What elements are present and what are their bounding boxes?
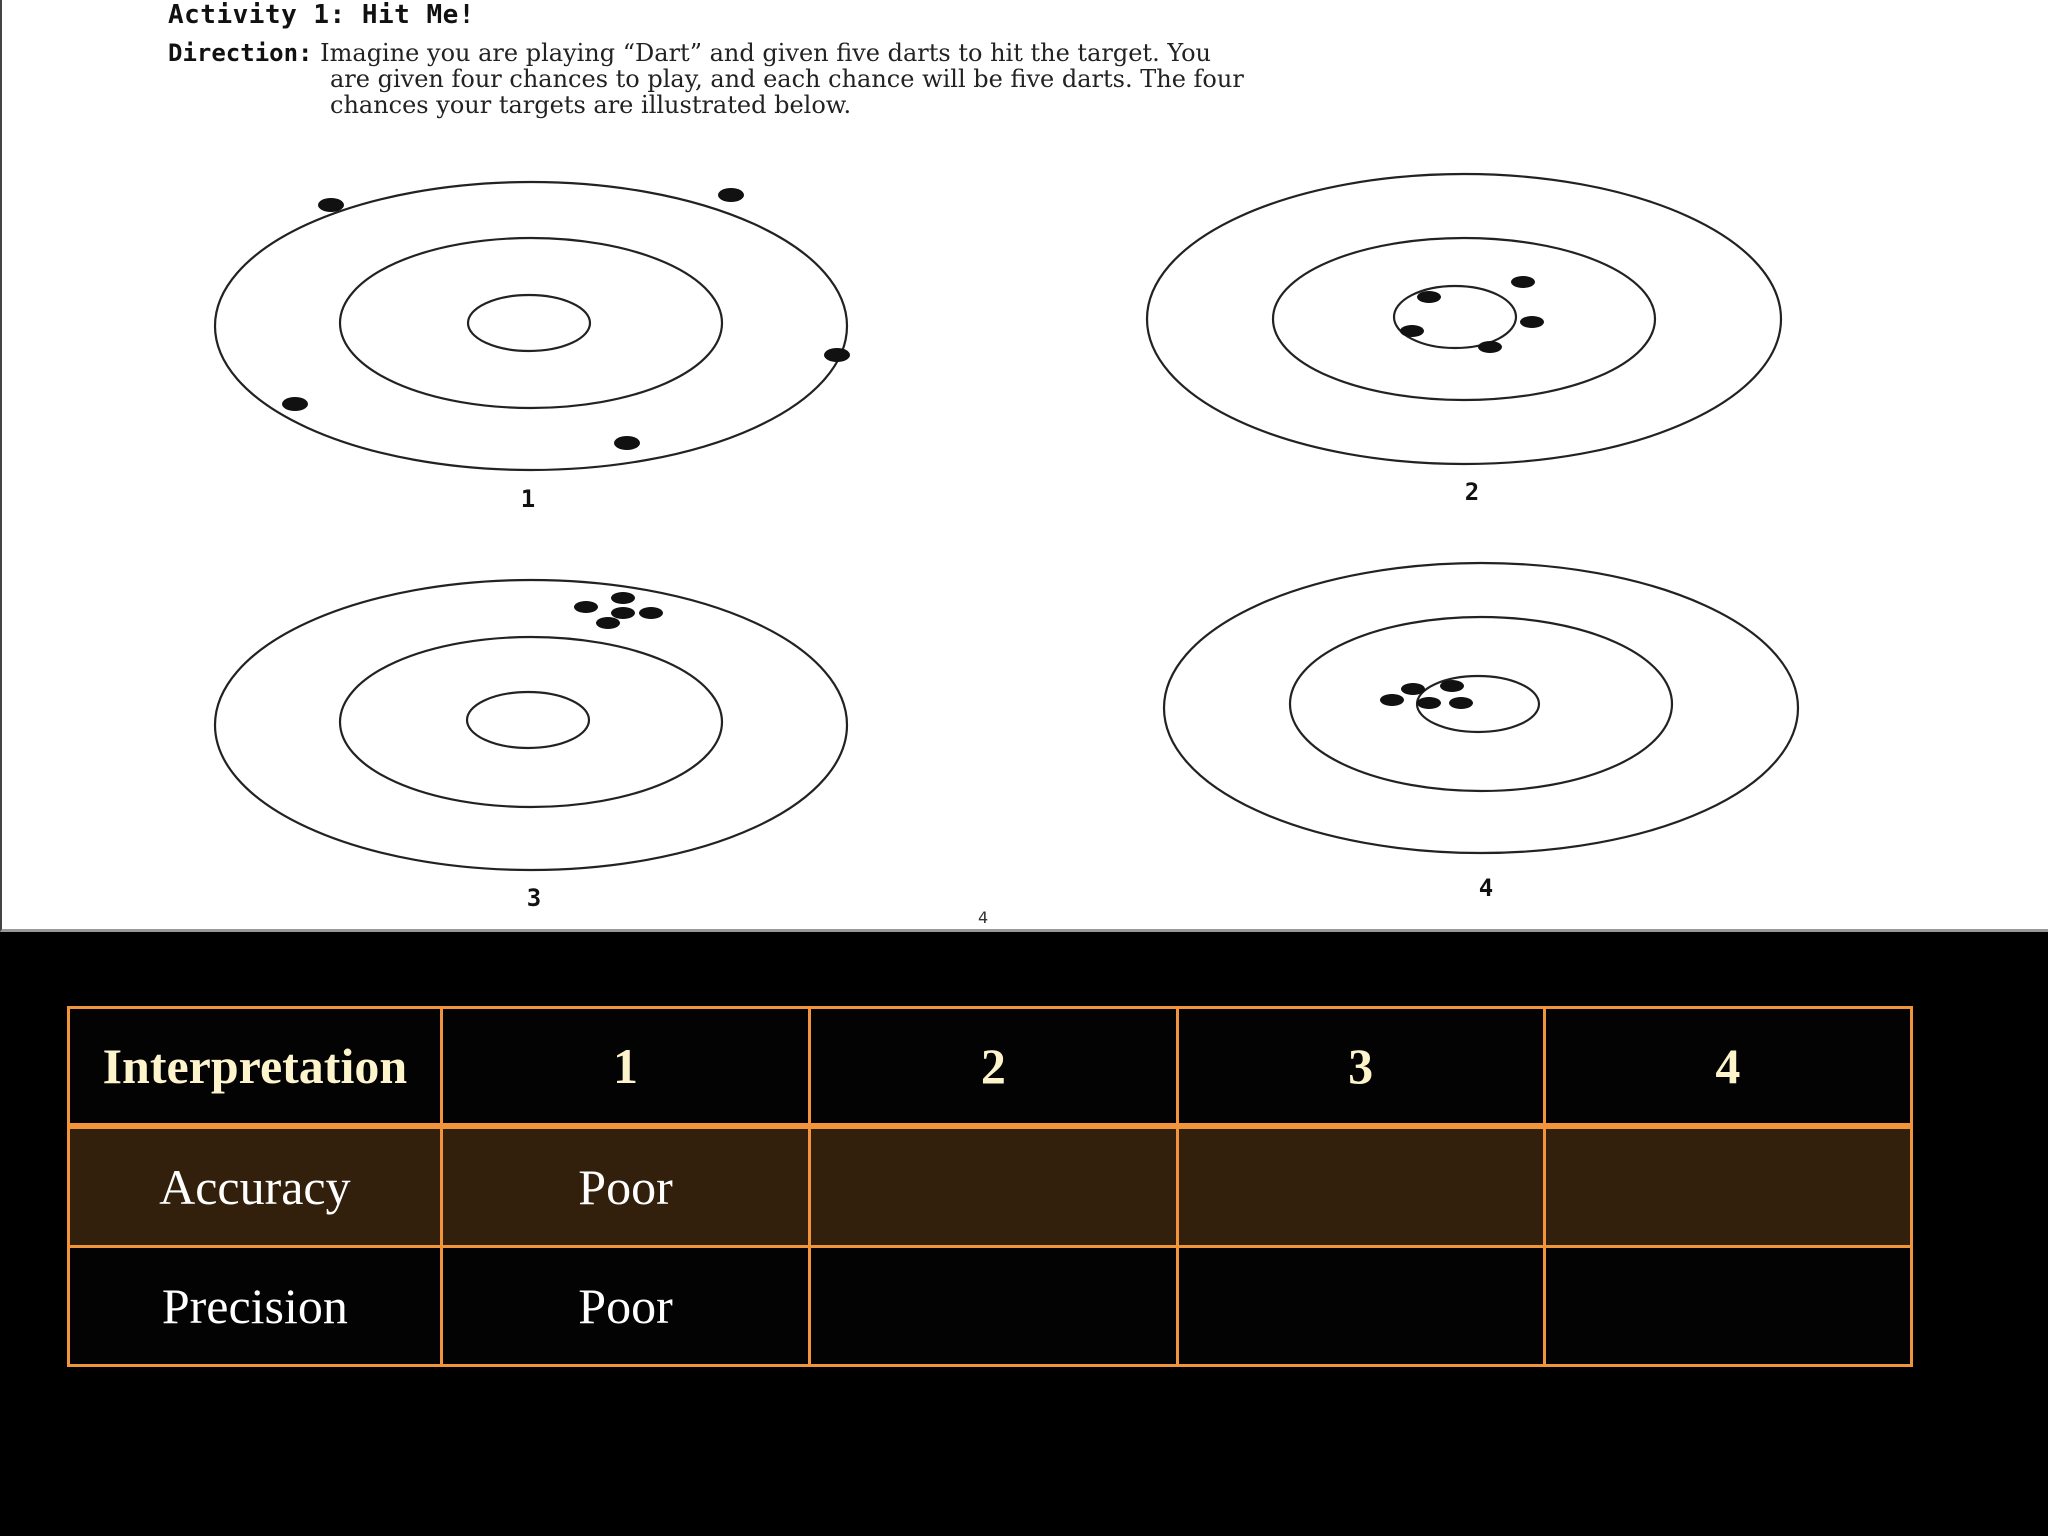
dart-hit [639,607,663,619]
header-target-1: 1 [441,1008,810,1127]
dart-hit [611,607,635,619]
dart-hit [574,601,598,613]
dart-hit [1520,316,1544,328]
interpretation-table [67,1006,1913,1367]
dartboard-icon [215,580,847,870]
header-target-3: 3 [1177,1008,1544,1127]
dart-hit [596,617,620,629]
dart-hit [1400,325,1424,337]
target-1 [215,182,850,513]
dart-hit [1417,697,1441,709]
activity-title: Activity 1: Hit Me! [168,0,475,30]
accuracy-cell-1[interactable]: Poor [441,1126,810,1247]
target-3 [215,580,847,912]
dart-hit [614,436,640,450]
page-number: 4 [978,908,989,927]
accuracy-cell-3[interactable] [1177,1126,1544,1247]
dart-hit [1417,291,1441,303]
direction-line-1: Imagine you are playing “Dart” and given five darts to hit the target. You [320,39,1211,67]
target-label-4: 4 [1478,874,1494,902]
header-target-4: 4 [1544,1008,1911,1127]
dartboard-icon [1164,563,1798,853]
target-label-3: 3 [526,884,542,912]
dart-hits-1 [282,188,850,450]
dart-hit [824,348,850,362]
table-row-precision [69,1247,1912,1366]
direction-line-2: are given four chances to play, and each chance will be five darts. The four [330,65,1244,93]
precision-cell-1[interactable]: Poor [441,1247,810,1366]
header-target-2: 2 [810,1008,1177,1127]
dart-hit [282,397,308,411]
dart-hit [611,592,635,604]
row-label-accuracy: Accuracy [69,1126,442,1247]
dart-hits-4 [1380,680,1473,709]
direction-line-3: chances your targets are illustrated below. [330,91,852,119]
dart-hit [718,188,744,202]
row-label-precision: Precision [69,1247,442,1366]
target-label-2: 2 [1464,478,1480,506]
dart-hit [1380,694,1404,706]
direction-label: Direction: [168,39,313,67]
table-row-accuracy [69,1126,1912,1247]
precision-cell-4[interactable] [1544,1247,1911,1366]
dart-hit [1478,341,1502,353]
dart-hit [1401,683,1425,695]
dart-hits-3 [574,592,663,629]
target-label-1: 1 [520,485,536,513]
dart-hit [1511,276,1535,288]
dartboard-icon [215,182,847,470]
accuracy-cell-2[interactable] [810,1126,1177,1247]
dart-hit [1449,697,1473,709]
dart-hit [1440,680,1464,692]
dart-hit [318,198,344,212]
target-2 [1147,174,1781,506]
target-4 [1164,563,1798,902]
precision-cell-2[interactable] [810,1247,1177,1366]
header-interpretation: Interpretation [69,1008,442,1127]
accuracy-cell-4[interactable] [1544,1126,1911,1247]
table-header-row [69,1008,1912,1127]
dartboard-icon [1147,174,1781,464]
precision-cell-3[interactable] [1177,1247,1544,1366]
